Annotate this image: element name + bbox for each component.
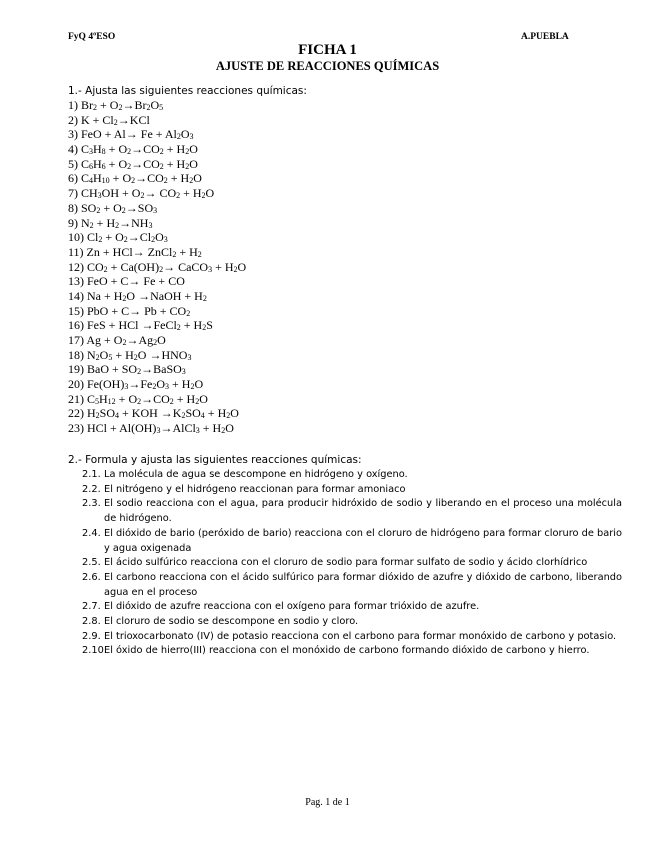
question-item xyxy=(82,571,622,600)
reaction-text: 7) CH xyxy=(68,186,98,201)
reaction-text: S xyxy=(206,318,213,333)
reaction-subscript: 2 xyxy=(121,205,126,215)
reaction-subscript: 3 xyxy=(163,235,168,245)
question-text: La molécula de agua se descompone en hidrógeno y oxígeno. xyxy=(104,469,408,480)
reaction-text: + KOH →K xyxy=(119,406,182,421)
reaction-item xyxy=(68,201,246,216)
reaction-text: O →NaOH + H xyxy=(126,288,203,303)
reaction-text: O xyxy=(157,333,166,347)
reaction-item xyxy=(68,304,246,319)
reaction-text: + O xyxy=(102,230,124,245)
question-number: 2.10. xyxy=(82,645,107,657)
reaction-text: 16) FeS + HCl →FeCl xyxy=(68,318,177,333)
reaction-subscript: 6 xyxy=(89,161,93,171)
section-1-heading: 1.- Ajusta las siguientes reacciones químicas: xyxy=(68,85,307,97)
question-item xyxy=(82,468,622,483)
reaction-text: + H xyxy=(212,259,234,274)
reaction-text: →CO xyxy=(131,156,160,171)
reaction-text: → CO xyxy=(144,186,177,201)
question-item xyxy=(82,556,622,571)
reaction-text: H xyxy=(93,171,102,186)
reaction-subscript: 2 xyxy=(131,176,136,186)
reaction-text: →CO xyxy=(131,142,160,157)
question-number: 2.1. xyxy=(82,469,101,480)
question-text: El carbono reacciona con el ácido sulfúrico para formar dióxido de azufre y dióxido de carbono, liberando agua en el proceso xyxy=(104,571,622,598)
reaction-text: → CaCO xyxy=(163,259,209,274)
question-number: 2.4. xyxy=(82,527,101,539)
reaction-subscript: 2 xyxy=(159,161,164,171)
reaction-item xyxy=(68,362,246,377)
reaction-subscript: 8 xyxy=(101,147,106,157)
question-list xyxy=(82,468,622,659)
reaction-subscript: 2 xyxy=(159,264,164,274)
question-text: El dióxido de bario (peróxido de bario) reacciona con el cloruro de hidrógeno para formar cloruro de bario y agua oxigenada xyxy=(104,527,622,554)
reaction-subscript: 3 xyxy=(89,147,93,157)
reaction-text: O xyxy=(193,171,202,186)
reaction-text: 9) N xyxy=(68,215,90,230)
reaction-text: + H xyxy=(167,171,190,186)
reaction-subscript: 2 xyxy=(195,396,200,406)
reaction-subscript: 2 xyxy=(202,323,207,333)
reaction-text: 11) Zn + HCl→ ZnCl xyxy=(68,244,173,259)
reaction-text: →Ag xyxy=(126,333,154,347)
reaction-subscript: 2 xyxy=(163,176,168,186)
reaction-text: O xyxy=(225,421,234,436)
reaction-text: O xyxy=(194,377,204,392)
question-number: 2.6. xyxy=(82,571,101,583)
reaction-subscript: 2 xyxy=(95,352,100,362)
question-item xyxy=(82,600,622,615)
reaction-text: H xyxy=(93,156,102,171)
question-text: El nitrógeno y el hidrógeno reaccionan para formar amoniaco xyxy=(104,483,406,495)
reaction-text: O xyxy=(155,230,164,245)
page-title: FICHA 1 xyxy=(298,42,357,58)
reaction-subscript: 3 xyxy=(208,264,213,274)
reaction-subscript: 2 xyxy=(176,191,181,201)
question-number: 2.7. xyxy=(82,601,101,613)
reaction-text: + H xyxy=(176,244,198,259)
reaction-subscript: 2 xyxy=(197,249,202,259)
reaction-subscript: 2 xyxy=(202,293,207,303)
question-item xyxy=(82,527,622,556)
question-item xyxy=(82,483,622,498)
reaction-subscript: 2 xyxy=(118,103,123,112)
reaction-text: 2) K + Cl xyxy=(68,112,114,127)
question-text: El sodio reacciona con el agua, para producir hidróxido de sodio y liberando en el proceso una molécula de hidrógeno. xyxy=(104,498,622,525)
reaction-subscript: 5 xyxy=(95,396,99,406)
reaction-text: 10) Cl xyxy=(68,230,99,245)
reaction-text: →KCl xyxy=(117,112,150,127)
reaction-text: →SO xyxy=(125,200,154,215)
reaction-text: 22) H xyxy=(68,406,96,421)
reaction-subscript: 2 xyxy=(146,103,151,112)
reaction-subscript: 2 xyxy=(140,191,145,201)
reaction-subscript: 2 xyxy=(181,411,186,421)
reaction-text: 8) SO xyxy=(68,200,97,215)
reaction-text: + O xyxy=(115,391,138,406)
reaction-text: + O xyxy=(100,200,122,215)
question-text: El óxido de hierro(III) reacciona con el monóxido de carbono formando dióxido de carbono y hierro. xyxy=(104,645,590,657)
reaction-item xyxy=(68,318,246,333)
reaction-item xyxy=(68,127,246,142)
reaction-text: + H xyxy=(173,391,196,406)
reaction-text: O xyxy=(189,156,198,171)
question-number: 2.5. xyxy=(82,557,101,569)
reaction-subscript: 3 xyxy=(124,382,129,392)
reaction-text: 5) C xyxy=(68,156,89,171)
reaction-item xyxy=(68,333,246,348)
reaction-text: →NH xyxy=(119,215,149,230)
reaction-subscript: 10 xyxy=(101,176,110,186)
reaction-subscript: 4 xyxy=(200,411,205,421)
reaction-text: H xyxy=(93,142,102,157)
reaction-item xyxy=(68,98,246,113)
question-number: 2.3. xyxy=(82,498,101,510)
reaction-subscript: 2 xyxy=(122,338,127,347)
reaction-subscript: 2 xyxy=(123,235,128,245)
reaction-text: 17) Ag + O xyxy=(68,333,123,347)
reaction-text: + H xyxy=(199,421,222,436)
reaction-subscript: 4 xyxy=(115,411,120,421)
reaction-subscript: 2 xyxy=(95,411,100,421)
reaction-text: SO xyxy=(99,406,116,421)
reaction-item xyxy=(68,392,246,407)
reaction-text: + O xyxy=(109,171,132,186)
reaction-text: →CO xyxy=(135,171,164,186)
reaction-subscript: 2 xyxy=(159,147,164,157)
reaction-subscript: 2 xyxy=(96,205,101,215)
reaction-subscript: 2 xyxy=(133,352,138,362)
reaction-item xyxy=(68,216,246,231)
reaction-subscript: 3 xyxy=(187,352,192,362)
reaction-text: →BaSO xyxy=(141,362,182,377)
reaction-text: 3) FeO + Al→ Fe + Al xyxy=(68,127,177,142)
reaction-text: 12) CO xyxy=(68,259,104,274)
question-item xyxy=(82,630,622,645)
reaction-subscript: 3 xyxy=(189,132,194,142)
reaction-subscript: 2 xyxy=(89,220,94,230)
reaction-text: 14) Na + H xyxy=(68,288,123,303)
reaction-subscript: 2 xyxy=(176,323,181,333)
reaction-subscript: 2 xyxy=(190,382,195,392)
reaction-text: →CO xyxy=(141,391,170,406)
reaction-text: O xyxy=(230,406,239,421)
reaction-item xyxy=(68,274,246,289)
reaction-text: + O xyxy=(97,98,119,112)
reaction-text: 1) Br xyxy=(68,98,93,112)
reaction-text: SO xyxy=(185,406,201,421)
reaction-text: + Ca(OH) xyxy=(107,259,160,274)
reaction-text: H xyxy=(99,391,108,406)
reaction-item xyxy=(68,230,246,245)
reaction-subscript: 3 xyxy=(195,426,200,436)
question-item xyxy=(82,644,622,659)
reaction-subscript: 2 xyxy=(122,293,127,303)
reaction-item xyxy=(68,245,246,260)
reaction-subscript: 5 xyxy=(159,103,164,112)
header-course: FyQ 4ºESO xyxy=(68,32,116,42)
reaction-text: →Fe xyxy=(128,377,153,392)
reaction-subscript: 2 xyxy=(186,308,191,318)
question-number: 2.2. xyxy=(82,483,101,495)
reaction-subscript: 2 xyxy=(137,367,142,377)
reaction-subscript: 2 xyxy=(153,338,158,347)
reaction-subscript: 2 xyxy=(93,103,97,112)
reaction-subscript: 3 xyxy=(165,382,169,392)
reaction-subscript: 2 xyxy=(172,249,177,259)
reaction-subscript: 2 xyxy=(115,220,120,230)
reaction-text: O xyxy=(205,186,215,201)
reaction-text: O xyxy=(189,142,198,157)
reaction-subscript: 5 xyxy=(108,352,113,362)
reaction-text: O xyxy=(180,127,190,142)
reaction-item xyxy=(68,377,246,392)
reaction-subscript: 12 xyxy=(107,396,116,406)
reaction-subscript: 2 xyxy=(176,132,181,142)
reaction-text: + H xyxy=(163,156,186,171)
reaction-text: + H xyxy=(169,377,191,392)
reaction-text: + H xyxy=(163,142,186,157)
reaction-text: + O xyxy=(105,156,128,171)
reaction-item xyxy=(68,142,246,157)
reaction-subscript: 2 xyxy=(189,176,194,186)
reaction-text: O xyxy=(199,391,208,406)
reaction-text: O →HNO xyxy=(137,347,188,362)
reaction-subscript: 6 xyxy=(101,161,106,171)
reaction-item xyxy=(68,186,246,201)
reaction-item xyxy=(68,260,246,275)
reaction-text: →Cl xyxy=(127,230,152,245)
reaction-text: O xyxy=(156,377,165,392)
question-item xyxy=(82,615,622,630)
reaction-text: 6) C xyxy=(68,171,89,186)
reaction-text: 21) C xyxy=(68,391,95,406)
reaction-subscript: 2 xyxy=(127,147,132,157)
question-text: El cloruro de sodio se descompone en sodio y cloro. xyxy=(104,616,359,628)
section-2-heading: 2.- Formula y ajusta las siguientes reacciones químicas: xyxy=(68,454,362,466)
reaction-subscript: 2 xyxy=(113,117,118,127)
reaction-subscript: 2 xyxy=(169,396,174,406)
reaction-text: 19) BaO + SO xyxy=(68,362,138,377)
reaction-text: + H xyxy=(112,347,134,362)
reaction-text: O xyxy=(150,98,160,112)
reaction-text: O xyxy=(237,259,247,274)
reaction-text: 23) HCl + Al(OH) xyxy=(68,421,157,436)
reaction-text: 4) C xyxy=(68,142,89,157)
reaction-subscript: 2 xyxy=(151,235,156,245)
reaction-item xyxy=(68,289,246,304)
reaction-subscript: 2 xyxy=(137,396,142,406)
page-footer: Pag. 1 de 1 xyxy=(305,797,350,808)
reaction-text: OH + O xyxy=(101,186,141,201)
reaction-item xyxy=(68,348,246,363)
question-text: El trioxocarbonato (IV) de potasio reacciona con el carbono para formar monóxido de carbono y potasio. xyxy=(104,630,617,642)
reaction-text: + H xyxy=(180,318,203,333)
header-author: A.PUEBLA xyxy=(521,32,569,42)
reaction-text: + H xyxy=(204,406,227,421)
reaction-item xyxy=(68,113,246,128)
reaction-subscript: 2 xyxy=(201,191,206,201)
reaction-subscript: 2 xyxy=(185,161,190,171)
reaction-subscript: 3 xyxy=(156,426,161,436)
reaction-subscript: 2 xyxy=(185,147,190,157)
reaction-list xyxy=(68,98,246,436)
reaction-text: 15) PbO + C→ Pb + CO xyxy=(68,303,187,318)
reaction-text: 18) N xyxy=(68,347,96,362)
reaction-subscript: 2 xyxy=(152,382,157,392)
reaction-text: →AlCl xyxy=(160,421,196,436)
reaction-subscript: 2 xyxy=(233,264,238,274)
question-item xyxy=(82,497,622,526)
reaction-subscript: 4 xyxy=(89,176,93,186)
reaction-subscript: 2 xyxy=(127,161,132,171)
reaction-subscript: 2 xyxy=(221,426,226,436)
reaction-item xyxy=(68,171,246,186)
reaction-subscript: 3 xyxy=(153,205,158,215)
reaction-item xyxy=(68,421,246,436)
question-number: 2.8. xyxy=(82,616,101,628)
question-text: El ácido sulfúrico reacciona con el cloruro de sodio para formar sulfato de sodio y ácido clorhídrico xyxy=(104,557,588,569)
reaction-text: O xyxy=(99,347,109,362)
reaction-text: 20) Fe(OH) xyxy=(68,377,125,392)
reaction-subscript: 2 xyxy=(98,235,103,245)
reaction-text: + O xyxy=(105,142,128,157)
reaction-text: 13) FeO + C→ Fe + CO xyxy=(68,274,185,289)
reaction-subscript: 2 xyxy=(103,264,108,274)
reaction-item xyxy=(68,406,246,421)
reaction-text: + H xyxy=(180,186,202,201)
reaction-subscript: 3 xyxy=(97,191,102,201)
reaction-subscript: 2 xyxy=(226,411,231,421)
reaction-item xyxy=(68,157,246,172)
reaction-text: + H xyxy=(93,215,116,230)
page-subtitle: AJUSTE DE REACCIONES QUÍMICAS xyxy=(215,59,440,73)
question-number: 2.9. xyxy=(82,630,101,642)
reaction-text: →Br xyxy=(122,98,147,112)
question-text: El dióxido de azufre reacciona con el oxígeno para formar trióxido de azufre. xyxy=(104,601,480,613)
reaction-subscript: 3 xyxy=(148,220,153,230)
reaction-subscript: 3 xyxy=(181,367,186,377)
